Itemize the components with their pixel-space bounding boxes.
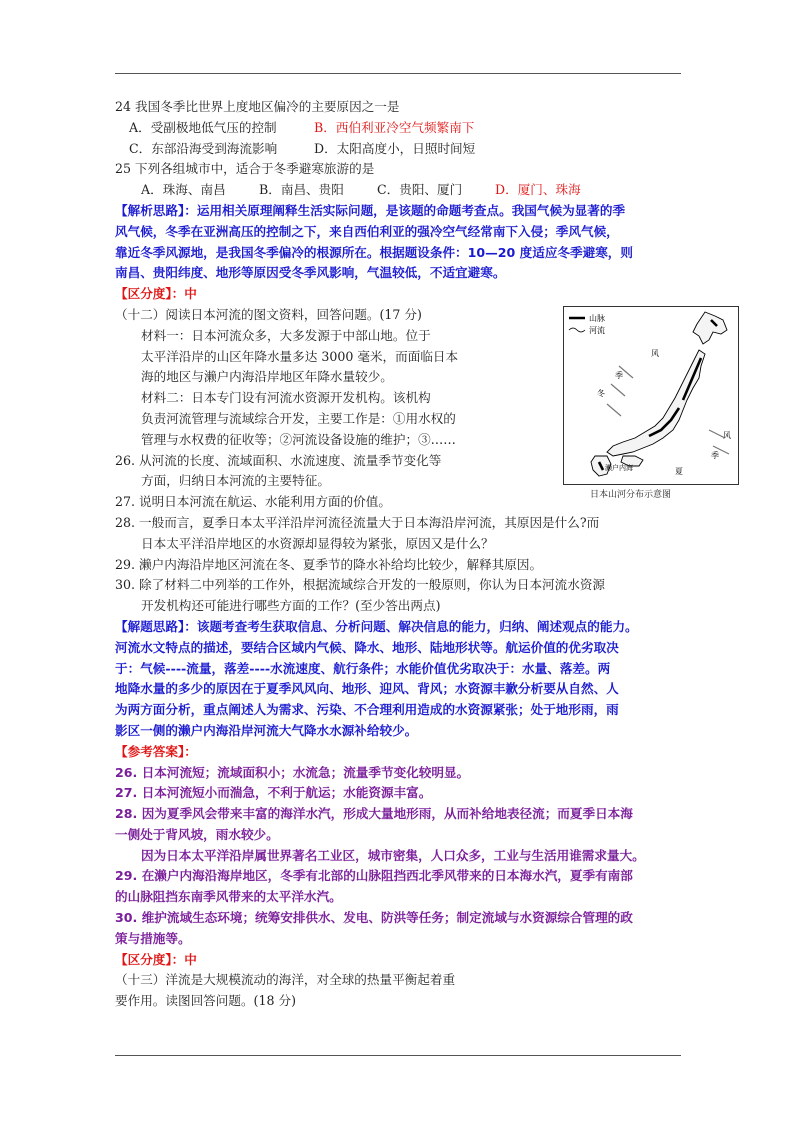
analysis1-line4: 南昌、贵阳纬度、地形等原因受冬季风影响，气温较低，不适宜避寒。 <box>115 265 506 281</box>
q25-option-c: C．贵阳、厦门 <box>377 182 463 198</box>
header-rule <box>115 73 681 74</box>
answer-28-line3: 因为日本太平洋沿岸属世界著名工业区，城市密集，人口众多，工业与生活用谁需求量大。 <box>141 847 645 863</box>
analysis2-line2: 河流水文特点的描述，要结合区域内气候、降水、地形、陆地形状等。航运价值的优劣取决 <box>115 639 619 655</box>
q24-options-row1 <box>115 118 690 139</box>
q24-option-b: B．西伯利亚冷空气频繁南下 <box>314 119 475 135</box>
answer-28-line2: 一侧处于背风坡，雨水较少。 <box>115 826 279 842</box>
q26-line2: 方面，归纳日本河流的主要特征。 <box>141 473 330 489</box>
document-body <box>115 97 690 1012</box>
material1-line3: 海的地区与濑户内海沿岸地区年降水量较少。 <box>141 369 393 385</box>
q25-options <box>115 180 690 201</box>
material1-line1: 材料一：日本河流众多，大多发源于中部山地。位于 <box>141 327 431 343</box>
q26-line1: 26. 从河流的长度、流域面积、水流速度、流量季节变化等 <box>115 452 442 468</box>
q25-option-b: B．南昌、贵阳 <box>259 182 344 198</box>
q28-line1: 28. 一般而言，夏季日本太平洋沿岸河流径流量大于日本海沿岸河流，其原因是什么?而 <box>115 514 600 530</box>
analysis2-line3: 于：气候----流量，落差----水流速度、航行条件；水能价值优劣取决于：水量、落差。两 <box>115 660 611 676</box>
q25-option-a: A．珠海、南昌 <box>141 182 226 198</box>
material1-line2: 太平洋沿岸的山区年降水量多达 3000 毫米，而面临日本 <box>141 348 459 364</box>
q24-stem: 24 我国冬季比世界上度地区偏冷的主要原因之一是 <box>115 99 400 114</box>
q30-line1: 30. 除了材料二中列举的工作外，根据流域综合开发的一般原则，你认为日本河流水资源 <box>115 577 606 593</box>
q25-stem: 25 下列各组城市中，适合于冬季避寒旅游的是 <box>115 161 375 177</box>
material2-line2: 负责河流管理与流域综合开发，主要工作是：①用水权的 <box>141 410 456 426</box>
answer-29-line2: 的山脉阻挡东南季风带来的太平洋水汽。 <box>115 889 342 905</box>
legend-mountain-label: 山脉 <box>589 314 605 323</box>
analysis1-line1: 【解析思路】：运用相关原理阐释生活实际问题，是该题的命题考查点。我国气候为显著的季 <box>115 202 626 218</box>
q28-line2: 日本太平洋沿岸地区的水资源却显得较为紧张，原因又是什么？ <box>141 535 494 551</box>
answer-29-line1: 29. 在濑户内海沿海岸地区，冬季有北部的山脉阻挡西北季风带来的日本海水汽，夏季有南部 <box>115 868 633 884</box>
map-caption: 日本山河分布示意图 <box>590 490 672 500</box>
section13-line2: 要作用。读图回答问题。(18 分) <box>115 993 296 1009</box>
difficulty1: 【区分度】：中 <box>115 286 197 302</box>
map-label-wind2: 风 <box>723 431 731 440</box>
answer-30-line2: 策与措施等。 <box>115 930 191 946</box>
analysis1-line3: 靠近冬季风源地，是我国冬季偏冷的根源所在。根据题设条件：10—20 度适应冬季避寒，则 <box>115 244 633 260</box>
material2-line1: 材料二：日本专门设有河流水资源开发机构。该机构 <box>141 390 431 406</box>
map-label-season1: 季 <box>615 371 623 380</box>
map-label-summer: 夏 <box>675 467 683 476</box>
map-label-wind1: 风 <box>651 349 659 358</box>
map-label-season2: 季 <box>711 451 719 460</box>
map-label-winter: 冬 <box>597 389 605 398</box>
material2-line3: 管理与水权费的征收等；②河流设备设施的维护；③…… <box>141 431 456 447</box>
answer-27: 27. 日本河流短小而湍急，不利于航运；水能资源丰富。 <box>115 785 432 801</box>
japan-map-figure <box>563 306 739 498</box>
q24-option-c: C．东部沿海受到海流影响 <box>129 140 278 156</box>
analysis1-line2: 风气候，冬季在亚洲高压的控制之下，来自西伯利亚的强冷空气经常南下入侵；季风气候， <box>115 223 619 239</box>
section13-line1: （十三）洋流是大规模流动的海洋，对全球的热量平衡起着重 <box>115 972 456 988</box>
analysis2-line6: 影区一侧的濑户内海沿岸河流大气降水水源补给较少。 <box>115 722 418 738</box>
q25-option-d: D．厦门、珠海 <box>495 182 581 198</box>
difficulty2: 【区分度】：中 <box>115 951 197 967</box>
analysis2-line5: 为两方面分析，重点阐述人为需求、污染、不合理利用造成的水资源紧张；处于地形雨，雨 <box>115 702 619 718</box>
q29: 29. 濑户内海沿岸地区河流在冬、夏季节的降水补给均比较少，解释其原因。 <box>115 556 543 572</box>
section12-intro: （十二）阅读日本河流的图文资料，回答问题。(17 分) <box>115 306 422 322</box>
q24-options-row2 <box>115 139 690 160</box>
q27: 27. 说明日本河流在航运、水能利用方面的价值。 <box>115 494 391 510</box>
q24-option-a: A．受副极地低气压的控制 <box>129 119 277 135</box>
answer-30-line1: 30. 维护流域生态环境；统筹安排供水、发电、防洪等任务；制定流域与水资源综合管理的政 <box>115 910 633 926</box>
analysis2-line4: 地降水量的多少的原因在于夏季风风向、地形、迎风、背风；水资源丰歉分析要从自然、人 <box>115 681 619 697</box>
legend-river-label: 河流 <box>589 326 605 335</box>
map-label-inland-sea: 濑户内海 <box>605 464 633 472</box>
answer-26: 26. 日本河流短；流域面积小；水流急；流量季节变化较明显。 <box>115 764 470 780</box>
answer-tag: 【参考答案】： <box>115 743 197 759</box>
answer-28-line1: 28. 因为夏季风会带来丰富的海洋水汽，形成大量地形雨，从而补给地表径流；而夏季日本海 <box>115 806 633 822</box>
footer-rule <box>115 1055 681 1056</box>
analysis2-line1: 【解题思路】：该题考查考生获取信息、分析问题、解决信息的能力，归纳、阐述观点的能力。 <box>115 618 638 634</box>
q24-option-d: D．太阳高度小，日照时间短 <box>314 140 476 156</box>
q30-line2: 开发机构还可能进行哪些方面的工作？(至少答出两点) <box>141 598 441 614</box>
